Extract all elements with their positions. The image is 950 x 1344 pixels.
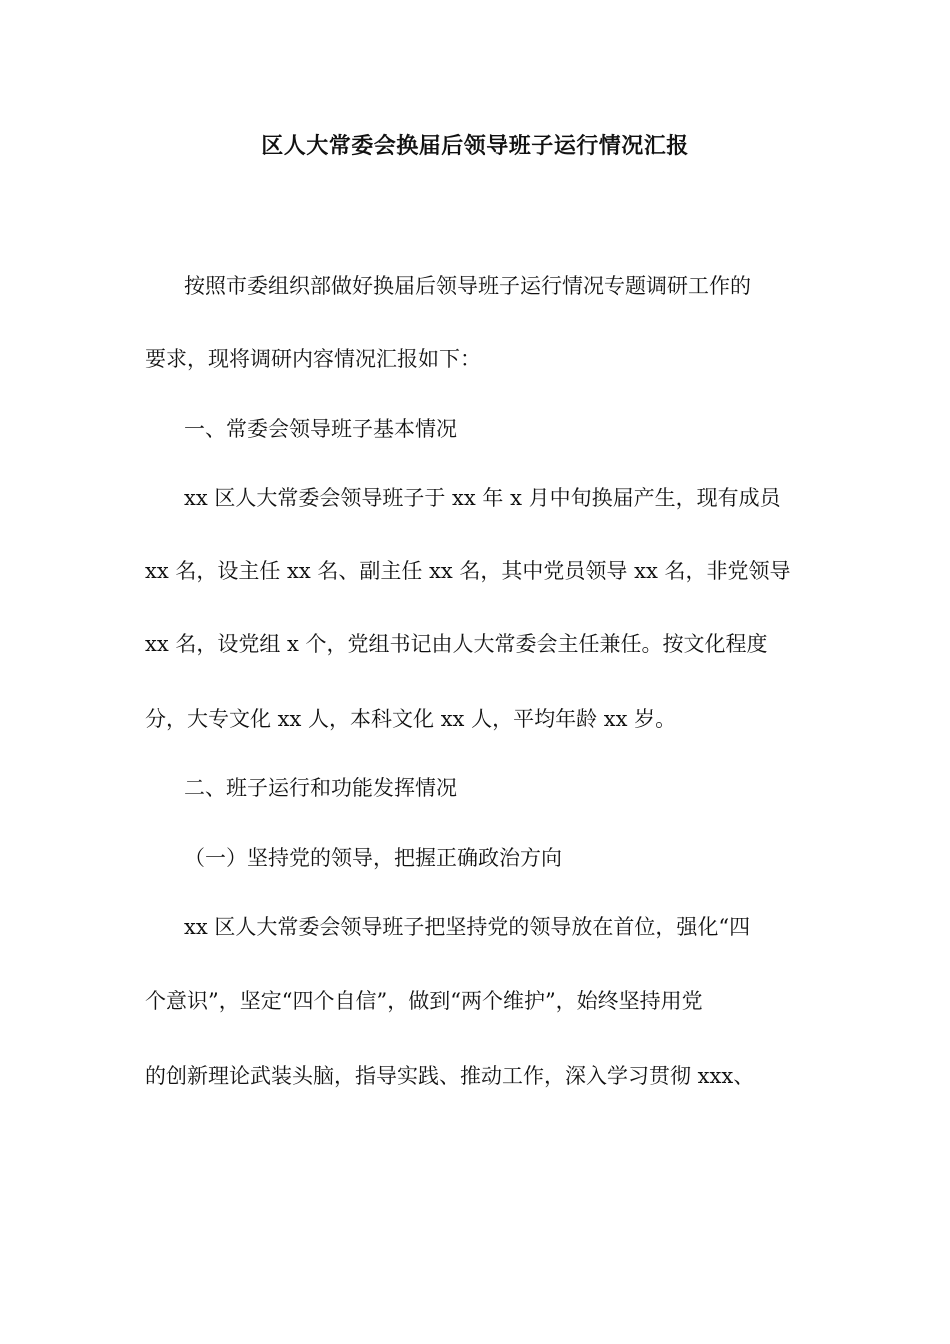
document-title: 区人大常委会换届后领导班子运行情况汇报 <box>261 134 689 159</box>
section-heading: 二、班子运行和功能发挥情况 <box>184 776 457 800</box>
section-heading: 一、常委会领导班子基本情况 <box>184 417 457 441</box>
paragraph-line: xx 区人大常委会领导班子把坚持党的领导放在首位，强化“四 <box>184 915 751 939</box>
subsection-heading: （一）坚持党的领导，把握正确政治方向 <box>184 846 562 870</box>
paragraph-line: 分，大专文化 xx 人，本科文化 xx 人，平均年龄 xx 岁。 <box>145 707 677 731</box>
paragraph-line: 要求，现将调研内容情况汇报如下： <box>145 347 481 371</box>
paragraph-line: 个意识”，坚定“四个自信”，做到“两个维护”，始终坚持用党 <box>145 989 703 1013</box>
paragraph-line: 的创新理论武装头脑，指导实践、推动工作，深入学习贯彻 xxx、 <box>145 1064 755 1088</box>
paragraph-line: xx 区人大常委会领导班子于 xx 年 x 月中旬换届产生，现有成员 <box>184 486 781 510</box>
paragraph-line: xx 名，设党组 x 个，党组书记由人大常委会主任兼任。按文化程度 <box>145 632 768 656</box>
paragraph-line: xx 名，设主任 xx 名、副主任 xx 名，其中党员领导 xx 名，非党领导 <box>145 559 791 583</box>
paragraph-line: 按照市委组织部做好换届后领导班子运行情况专题调研工作的 <box>184 274 751 298</box>
